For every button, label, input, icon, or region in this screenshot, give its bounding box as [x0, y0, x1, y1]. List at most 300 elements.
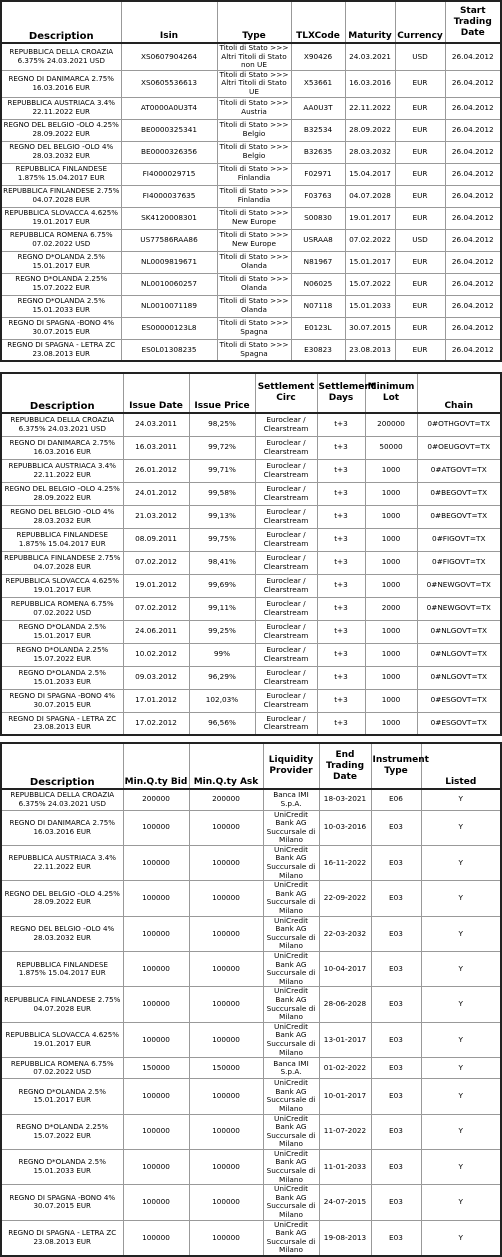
- cell-maturity: 04.07.2028: [345, 185, 395, 207]
- cell-start-trading-date: 26.04.2012: [445, 251, 501, 273]
- cell-description: REGNO DI DANIMARCA 2.75% 16.03.2016 EUR: [1, 70, 121, 97]
- cell-issue-date: 21.03.2012: [123, 505, 189, 528]
- cell-issue-date: 17.02.2012: [123, 712, 189, 735]
- cell-settlement-days: t+3: [317, 505, 365, 528]
- cell-settlement-days: t+3: [317, 528, 365, 551]
- cell-tlxcode: E30823: [291, 339, 345, 361]
- col-header-issue-date: Issue Date: [123, 373, 189, 413]
- table-header-row: [1, 743, 501, 789]
- cell-description: REPUBBLICA AUSTRIACA 3.4% 22.11.2022 EUR: [1, 459, 123, 482]
- cell-description: REPUBBLICA DELLA CROAZIA 6.375% 24.03.2021 USD: [1, 789, 123, 810]
- cell-description: REPUBBLICA FINLANDESE 2.75% 04.07.2028 EUR: [1, 185, 121, 207]
- table-row: [1, 43, 501, 70]
- trading-info-section: [0, 742, 500, 1255]
- cell-liquidity-provider: UniCredit Bank AG Succursale di Milano: [263, 1022, 319, 1057]
- cell-issue-price: 99%: [189, 643, 255, 666]
- cell-type: Titoli di Stato >>> Olanda: [217, 273, 291, 295]
- cell-listed: Y: [421, 952, 501, 987]
- table-row: [1, 987, 501, 1022]
- cell-end-trading-date: 01-02-2022: [319, 1058, 371, 1079]
- cell-instrument-type: E03: [371, 1022, 421, 1057]
- table-row: [1, 1185, 501, 1220]
- cell-min-qty-bid: 100000: [123, 810, 189, 845]
- cell-settlement-circ: Euroclear / Clearstream: [255, 620, 317, 643]
- cell-description: REPUBBLICA AUSTRIACA 3.4% 22.11.2022 EUR: [1, 97, 121, 119]
- cell-issue-date: 24.03.2011: [123, 413, 189, 436]
- cell-description: REPUBBLICA FINLANDESE 1.875% 15.04.2017 EUR: [1, 952, 123, 987]
- cell-instrument-type: E03: [371, 1079, 421, 1114]
- cell-tlxcode: X53661: [291, 70, 345, 97]
- cell-min-qty-ask: 150000: [189, 1058, 263, 1079]
- table-row: [1, 505, 501, 528]
- table-row: [1, 1149, 501, 1184]
- cell-minimum-lot: 1000: [365, 620, 417, 643]
- cell-liquidity-provider: UniCredit Bank AG Succursale di Milano: [263, 1220, 319, 1256]
- cell-currency: EUR: [395, 141, 445, 163]
- table-row: [1, 413, 501, 436]
- cell-maturity: 19.01.2017: [345, 207, 395, 229]
- col-header-settlement-circ: Settlement Circ: [255, 373, 317, 413]
- cell-settlement-days: t+3: [317, 597, 365, 620]
- cell-description: REGNO DEL BELGIO -OLO 4.25% 28.09.2022 EUR: [1, 482, 123, 505]
- cell-end-trading-date: 10-03-2016: [319, 810, 371, 845]
- cell-type: Titoli di Stato >>> Olanda: [217, 295, 291, 317]
- cell-settlement-circ: Euroclear / Clearstream: [255, 528, 317, 551]
- cell-chain: 0#OEUGOVT=TX: [417, 436, 501, 459]
- cell-issue-price: 98,25%: [189, 413, 255, 436]
- cell-liquidity-provider: UniCredit Bank AG Succursale di Milano: [263, 916, 319, 951]
- cell-chain: 0#BEGOVT=TX: [417, 505, 501, 528]
- cell-settlement-days: t+3: [317, 574, 365, 597]
- table-row: [1, 185, 501, 207]
- table-row: [1, 916, 501, 951]
- cell-liquidity-provider: UniCredit Bank AG Succursale di Milano: [263, 845, 319, 880]
- cell-chain: 0#ESGOVT=TX: [417, 712, 501, 735]
- cell-type: Titoli di Stato >>> Belgio: [217, 141, 291, 163]
- cell-settlement-circ: Euroclear / Clearstream: [255, 666, 317, 689]
- cell-tlxcode: S00830: [291, 207, 345, 229]
- cell-min-qty-ask: 100000: [189, 845, 263, 880]
- cell-tlxcode: N07118: [291, 295, 345, 317]
- cell-description: REGNO DI SPAGNA - LETRA ZC 23.08.2013 EUR: [1, 1220, 123, 1256]
- cell-description: REGNO D*OLANDA 2.25% 15.07.2022 EUR: [1, 273, 121, 295]
- cell-description: REGNO DI DANIMARCA 2.75% 16.03.2016 EUR: [1, 810, 123, 845]
- cell-maturity: 23.08.2013: [345, 339, 395, 361]
- cell-instrument-type: E03: [371, 987, 421, 1022]
- cell-chain: 0#FIGOVT=TX: [417, 551, 501, 574]
- cell-currency: EUR: [395, 339, 445, 361]
- cell-maturity: 15.04.2017: [345, 163, 395, 185]
- cell-maturity: 28.03.2032: [345, 141, 395, 163]
- cell-start-trading-date: 26.04.2012: [445, 295, 501, 317]
- cell-type: Titoli di Stato >>> Altri Titoli di Stato non UE: [217, 43, 291, 70]
- cell-minimum-lot: 50000: [365, 436, 417, 459]
- cell-min-qty-ask: 100000: [189, 1114, 263, 1149]
- issue-info-table: [0, 372, 502, 736]
- cell-settlement-days: t+3: [317, 712, 365, 735]
- cell-minimum-lot: 2000: [365, 597, 417, 620]
- cell-description: REGNO D*OLANDA 2.25% 15.07.2022 EUR: [1, 643, 123, 666]
- cell-min-qty-ask: 100000: [189, 1149, 263, 1184]
- cell-isin: NL0010060257: [121, 273, 217, 295]
- cell-listed: Y: [421, 881, 501, 916]
- cell-settlement-circ: Euroclear / Clearstream: [255, 574, 317, 597]
- table-body: [1, 789, 501, 1256]
- cell-min-qty-bid: 150000: [123, 1058, 189, 1079]
- cell-isin: FI4000029715: [121, 163, 217, 185]
- cell-description: REGNO D*OLANDA 2.5% 15.01.2017 EUR: [1, 620, 123, 643]
- cell-type: Titoli di Stato >>> Olanda: [217, 251, 291, 273]
- cell-min-qty-ask: 100000: [189, 1022, 263, 1057]
- cell-description: REPUBBLICA FINLANDESE 2.75% 04.07.2028 EUR: [1, 551, 123, 574]
- table-row: [1, 1220, 501, 1256]
- cell-end-trading-date: 22-03-2032: [319, 916, 371, 951]
- cell-instrument-type: E03: [371, 845, 421, 880]
- table-row: [1, 482, 501, 505]
- cell-listed: Y: [421, 916, 501, 951]
- cell-listed: Y: [421, 845, 501, 880]
- table-body: [1, 43, 501, 361]
- cell-chain: 0#BEGOVT=TX: [417, 482, 501, 505]
- cell-currency: EUR: [395, 317, 445, 339]
- cell-currency: EUR: [395, 273, 445, 295]
- instrument-info-table: [0, 0, 502, 362]
- cell-issue-price: 99,75%: [189, 528, 255, 551]
- table-body: [1, 413, 501, 735]
- cell-minimum-lot: 1000: [365, 574, 417, 597]
- cell-chain: 0#NLGOVT=TX: [417, 643, 501, 666]
- cell-currency: EUR: [395, 119, 445, 141]
- table-row: [1, 551, 501, 574]
- cell-currency: EUR: [395, 97, 445, 119]
- cell-tlxcode: F03763: [291, 185, 345, 207]
- cell-settlement-days: t+3: [317, 459, 365, 482]
- table-row: [1, 574, 501, 597]
- cell-tlxcode: B32635: [291, 141, 345, 163]
- cell-start-trading-date: 26.04.2012: [445, 70, 501, 97]
- cell-settlement-days: t+3: [317, 643, 365, 666]
- cell-chain: 0#FIGOVT=TX: [417, 528, 501, 551]
- cell-chain: 0#NLGOVT=TX: [417, 666, 501, 689]
- table-row: [1, 712, 501, 735]
- cell-liquidity-provider: UniCredit Bank AG Succursale di Milano: [263, 1079, 319, 1114]
- cell-description: REGNO D*OLANDA 2.5% 15.01.2033 EUR: [1, 295, 121, 317]
- cell-start-trading-date: 26.04.2012: [445, 229, 501, 251]
- cell-chain: 0#ATGOVT=TX: [417, 459, 501, 482]
- cell-min-qty-bid: 100000: [123, 1220, 189, 1256]
- cell-description: REGNO DI SPAGNA - LETRA ZC 23.08.2013 EUR: [1, 339, 121, 361]
- col-header-chain: Chain: [417, 373, 501, 413]
- col-header-liquidity-provider: Liquidity Provider: [263, 743, 319, 789]
- cell-listed: Y: [421, 1220, 501, 1256]
- cell-start-trading-date: 26.04.2012: [445, 141, 501, 163]
- cell-type: Titoli di Stato >>> Spagna: [217, 339, 291, 361]
- cell-min-qty-bid: 100000: [123, 1149, 189, 1184]
- cell-min-qty-bid: 100000: [123, 881, 189, 916]
- cell-isin: AT0000A0U3T4: [121, 97, 217, 119]
- cell-description: REPUBBLICA ROMENA 6.75% 07.02.2022 USD: [1, 597, 123, 620]
- cell-settlement-circ: Euroclear / Clearstream: [255, 551, 317, 574]
- cell-currency: EUR: [395, 295, 445, 317]
- cell-description: REGNO D*OLANDA 2.5% 15.01.2017 EUR: [1, 251, 121, 273]
- cell-settlement-days: t+3: [317, 551, 365, 574]
- cell-issue-date: 09.03.2012: [123, 666, 189, 689]
- cell-maturity: 22.11.2022: [345, 97, 395, 119]
- table-row: [1, 70, 501, 97]
- cell-instrument-type: E03: [371, 810, 421, 845]
- cell-end-trading-date: 22-09-2022: [319, 881, 371, 916]
- cell-chain: 0#NEWGOVT=TX: [417, 574, 501, 597]
- cell-start-trading-date: 26.04.2012: [445, 185, 501, 207]
- table-row: [1, 295, 501, 317]
- cell-issue-date: 08.09.2011: [123, 528, 189, 551]
- cell-description: REPUBBLICA FINLANDESE 1.875% 15.04.2017 EUR: [1, 163, 121, 185]
- table-row: [1, 459, 501, 482]
- cell-issue-price: 99,13%: [189, 505, 255, 528]
- cell-min-qty-bid: 100000: [123, 1022, 189, 1057]
- cell-isin: XS0607904264: [121, 43, 217, 70]
- cell-settlement-circ: Euroclear / Clearstream: [255, 436, 317, 459]
- col-header-start-trading-date: Start Trading Date: [445, 1, 501, 43]
- cell-isin: SK4120008301: [121, 207, 217, 229]
- cell-tlxcode: N06025: [291, 273, 345, 295]
- cell-end-trading-date: 10-04-2017: [319, 952, 371, 987]
- cell-settlement-circ: Euroclear / Clearstream: [255, 689, 317, 712]
- cell-minimum-lot: 1000: [365, 666, 417, 689]
- cell-description: REGNO DEL BELGIO -OLO 4% 28.03.2032 EUR: [1, 916, 123, 951]
- table-row: [1, 436, 501, 459]
- cell-maturity: 24.03.2021: [345, 43, 395, 70]
- cell-maturity: 28.09.2022: [345, 119, 395, 141]
- cell-listed: Y: [421, 1079, 501, 1114]
- cell-description: REGNO DI SPAGNA -BONO 4% 30.07.2015 EUR: [1, 317, 121, 339]
- cell-minimum-lot: 1000: [365, 712, 417, 735]
- table-row: [1, 789, 501, 810]
- cell-isin: XS0605536613: [121, 70, 217, 97]
- col-header-min-qty-bid: Min.Q.ty Bid: [123, 743, 189, 789]
- cell-settlement-circ: Euroclear / Clearstream: [255, 597, 317, 620]
- cell-isin: BE0000326356: [121, 141, 217, 163]
- table-row: [1, 845, 501, 880]
- cell-tlxcode: USRAA8: [291, 229, 345, 251]
- cell-min-qty-bid: 100000: [123, 952, 189, 987]
- cell-listed: Y: [421, 810, 501, 845]
- cell-instrument-type: E03: [371, 1114, 421, 1149]
- cell-instrument-type: E03: [371, 1058, 421, 1079]
- cell-start-trading-date: 26.04.2012: [445, 207, 501, 229]
- cell-instrument-type: E03: [371, 916, 421, 951]
- table-header-row: [1, 1, 501, 43]
- cell-min-qty-ask: 100000: [189, 916, 263, 951]
- cell-instrument-type: E06: [371, 789, 421, 810]
- cell-issue-price: 99,58%: [189, 482, 255, 505]
- cell-start-trading-date: 26.04.2012: [445, 43, 501, 70]
- table-row: [1, 317, 501, 339]
- table-row: [1, 229, 501, 251]
- table-row: [1, 207, 501, 229]
- cell-settlement-days: t+3: [317, 482, 365, 505]
- cell-description: REGNO DEL BELGIO -OLO 4.25% 28.09.2022 EUR: [1, 881, 123, 916]
- issue-info-section: [0, 372, 500, 742]
- cell-issue-date: 07.02.2012: [123, 551, 189, 574]
- cell-settlement-days: t+3: [317, 436, 365, 459]
- cell-minimum-lot: 1000: [365, 528, 417, 551]
- cell-liquidity-provider: UniCredit Bank AG Succursale di Milano: [263, 987, 319, 1022]
- cell-settlement-days: t+3: [317, 666, 365, 689]
- cell-issue-price: 96,56%: [189, 712, 255, 735]
- cell-currency: USD: [395, 229, 445, 251]
- cell-description: REGNO DI DANIMARCA 2.75% 16.03.2016 EUR: [1, 436, 123, 459]
- cell-start-trading-date: 26.04.2012: [445, 339, 501, 361]
- cell-end-trading-date: 11-01-2033: [319, 1149, 371, 1184]
- col-header-tlxcode: TLXCode: [291, 1, 345, 43]
- cell-tlxcode: B32534: [291, 119, 345, 141]
- cell-min-qty-ask: 100000: [189, 810, 263, 845]
- col-header-issue-price: Issue Price: [189, 373, 255, 413]
- col-header-description: Description: [1, 743, 123, 789]
- table-row: [1, 163, 501, 185]
- cell-issue-date: 17.01.2012: [123, 689, 189, 712]
- cell-instrument-type: E03: [371, 1220, 421, 1256]
- table-header-row: [1, 373, 501, 413]
- cell-currency: EUR: [395, 185, 445, 207]
- col-header-min-qty-ask: Min.Q.ty Ask: [189, 743, 263, 789]
- cell-min-qty-bid: 200000: [123, 789, 189, 810]
- cell-listed: Y: [421, 1149, 501, 1184]
- cell-tlxcode: F02971: [291, 163, 345, 185]
- cell-description: REPUBBLICA FINLANDESE 1.875% 15.04.2017 EUR: [1, 528, 123, 551]
- cell-start-trading-date: 26.04.2012: [445, 97, 501, 119]
- cell-issue-price: 99,25%: [189, 620, 255, 643]
- cell-end-trading-date: 11-07-2022: [319, 1114, 371, 1149]
- cell-isin: ES0L01308235: [121, 339, 217, 361]
- col-header-minimum-lot: Minimum Lot: [365, 373, 417, 413]
- table-row: [1, 881, 501, 916]
- cell-minimum-lot: 1000: [365, 459, 417, 482]
- col-header-type: Type: [217, 1, 291, 43]
- cell-description: REPUBBLICA SLOVACCA 4.625% 19.01.2017 EUR: [1, 207, 121, 229]
- cell-liquidity-provider: UniCredit Bank AG Succursale di Milano: [263, 1149, 319, 1184]
- cell-description: REGNO DEL BELGIO -OLO 4.25% 28.09.2022 EUR: [1, 119, 121, 141]
- col-header-settlement-days: Settlement Days: [317, 373, 365, 413]
- cell-liquidity-provider: UniCredit Bank AG Succursale di Milano: [263, 1185, 319, 1220]
- cell-type: Titoli di Stato >>> Finlandia: [217, 185, 291, 207]
- table-row: [1, 620, 501, 643]
- cell-end-trading-date: 16-11-2022: [319, 845, 371, 880]
- cell-description: REGNO DI SPAGNA -BONO 4% 30.07.2015 EUR: [1, 1185, 123, 1220]
- cell-description: REPUBBLICA FINLANDESE 2.75% 04.07.2028 EUR: [1, 987, 123, 1022]
- cell-description: REPUBBLICA AUSTRIACA 3.4% 22.11.2022 EUR: [1, 845, 123, 880]
- table-row: [1, 141, 501, 163]
- cell-description: REGNO DI SPAGNA - LETRA ZC 23.08.2013 EUR: [1, 712, 123, 735]
- table-row: [1, 339, 501, 361]
- cell-listed: Y: [421, 987, 501, 1022]
- cell-liquidity-provider: UniCredit Bank AG Succursale di Milano: [263, 952, 319, 987]
- cell-currency: EUR: [395, 163, 445, 185]
- cell-type: Titoli di Stato >>> Belgio: [217, 119, 291, 141]
- cell-isin: NL0009819671: [121, 251, 217, 273]
- cell-listed: Y: [421, 1058, 501, 1079]
- col-header-description: Description: [1, 373, 123, 413]
- cell-issue-price: 99,69%: [189, 574, 255, 597]
- table-row: [1, 97, 501, 119]
- cell-tlxcode: E0123L: [291, 317, 345, 339]
- cell-listed: Y: [421, 789, 501, 810]
- cell-issue-price: 99,11%: [189, 597, 255, 620]
- cell-type: Titoli di Stato >>> New Europe: [217, 207, 291, 229]
- cell-end-trading-date: 10-01-2017: [319, 1079, 371, 1114]
- cell-currency: EUR: [395, 251, 445, 273]
- cell-min-qty-bid: 100000: [123, 987, 189, 1022]
- cell-description: REGNO DEL BELGIO -OLO 4% 28.03.2032 EUR: [1, 505, 123, 528]
- cell-type: Titoli di Stato >>> Finlandia: [217, 163, 291, 185]
- cell-maturity: 16.03.2016: [345, 70, 395, 97]
- cell-type: Titoli di Stato >>> Austria: [217, 97, 291, 119]
- cell-start-trading-date: 26.04.2012: [445, 163, 501, 185]
- cell-min-qty-bid: 100000: [123, 916, 189, 951]
- cell-description: REPUBBLICA ROMENA 6.75% 07.02.2022 USD: [1, 229, 121, 251]
- cell-instrument-type: E03: [371, 1185, 421, 1220]
- table-row: [1, 1058, 501, 1079]
- cell-min-qty-bid: 100000: [123, 1079, 189, 1114]
- cell-end-trading-date: 18-03-2021: [319, 789, 371, 810]
- table-row: [1, 1079, 501, 1114]
- cell-min-qty-ask: 100000: [189, 952, 263, 987]
- cell-issue-price: 96,29%: [189, 666, 255, 689]
- cell-min-qty-bid: 100000: [123, 1185, 189, 1220]
- cell-liquidity-provider: Banca IMI S.p.A.: [263, 1058, 319, 1079]
- cell-currency: EUR: [395, 70, 445, 97]
- cell-issue-price: 99,72%: [189, 436, 255, 459]
- cell-min-qty-bid: 100000: [123, 845, 189, 880]
- cell-description: REPUBBLICA DELLA CROAZIA 6.375% 24.03.2021 USD: [1, 43, 121, 70]
- cell-start-trading-date: 26.04.2012: [445, 273, 501, 295]
- col-header-end-trading-date: End Trading Date: [319, 743, 371, 789]
- table-row: [1, 643, 501, 666]
- col-header-instrument-type: Instrument Type: [371, 743, 421, 789]
- cell-min-qty-ask: 100000: [189, 1220, 263, 1256]
- cell-maturity: 15.07.2022: [345, 273, 395, 295]
- cell-issue-date: 19.01.2012: [123, 574, 189, 597]
- table-row: [1, 251, 501, 273]
- table-row: [1, 1022, 501, 1057]
- cell-issue-price: 99,71%: [189, 459, 255, 482]
- cell-start-trading-date: 26.04.2012: [445, 119, 501, 141]
- cell-listed: Y: [421, 1185, 501, 1220]
- col-header-maturity: Maturity: [345, 1, 395, 43]
- cell-maturity: 15.01.2033: [345, 295, 395, 317]
- trading-info-table: [0, 742, 502, 1257]
- cell-settlement-circ: Euroclear / Clearstream: [255, 505, 317, 528]
- cell-chain: 0#NLGOVT=TX: [417, 620, 501, 643]
- cell-minimum-lot: 1000: [365, 689, 417, 712]
- cell-liquidity-provider: UniCredit Bank AG Succursale di Milano: [263, 881, 319, 916]
- cell-listed: Y: [421, 1114, 501, 1149]
- cell-description: REPUBBLICA SLOVACCA 4.625% 19.01.2017 EUR: [1, 1022, 123, 1057]
- cell-chain: 0#OTHGOVT=TX: [417, 413, 501, 436]
- cell-instrument-type: E03: [371, 952, 421, 987]
- cell-chain: 0#NEWGOVT=TX: [417, 597, 501, 620]
- cell-minimum-lot: 1000: [365, 643, 417, 666]
- cell-minimum-lot: 200000: [365, 413, 417, 436]
- cell-liquidity-provider: UniCredit Bank AG Succursale di Milano: [263, 1114, 319, 1149]
- cell-min-qty-ask: 100000: [189, 1185, 263, 1220]
- instrument-info-section: [0, 0, 500, 372]
- cell-maturity: 07.02.2022: [345, 229, 395, 251]
- cell-end-trading-date: 24-07-2015: [319, 1185, 371, 1220]
- cell-settlement-circ: Euroclear / Clearstream: [255, 459, 317, 482]
- cell-description: REGNO DEL BELGIO -OLO 4% 28.03.2032 EUR: [1, 141, 121, 163]
